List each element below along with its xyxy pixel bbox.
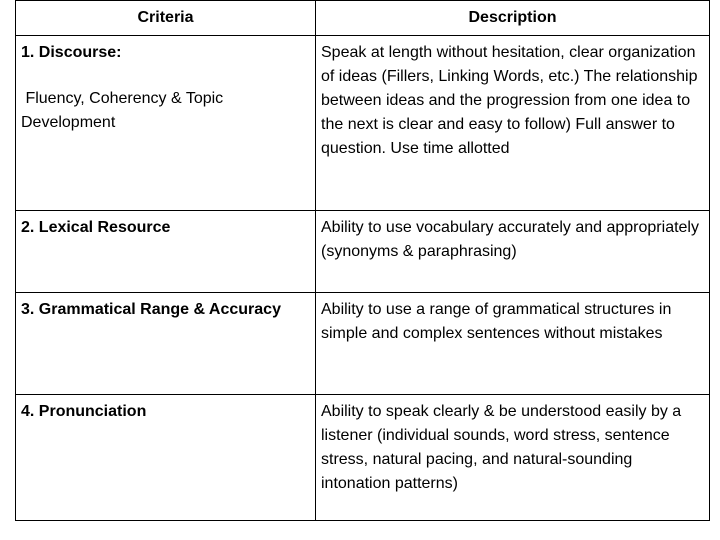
criteria-description: Speak at length without hesitation, clear organization of ideas (Fillers, Linking Words, etc.) The relationship between ideas and the progression from one idea to the next is clear and easy to follow) Full answer to question. Use time allotted (321, 44, 698, 157)
header-criteria: Criteria (16, 1, 316, 36)
criteria-cell (16, 211, 316, 293)
header-description: Description (316, 1, 710, 36)
description-cell (316, 395, 710, 521)
description-cell (316, 293, 710, 395)
criteria-description: Ability to use a range of grammatical structures in simple and complex sentences without mistakes (321, 301, 672, 342)
criteria-title: 2. Lexical Resource (21, 219, 171, 236)
table-row (16, 36, 710, 211)
description-cell (316, 36, 710, 211)
criteria-title: 3. Grammatical Range & Accuracy (21, 301, 281, 318)
table-row (16, 395, 710, 521)
criteria-title: 1. Discourse: (21, 44, 122, 61)
table-row (16, 211, 710, 293)
header-row (16, 1, 710, 36)
criteria-cell (16, 36, 316, 211)
table-row (16, 293, 710, 395)
criteria-table (15, 0, 710, 521)
criteria-description: Ability to speak clearly & be understood easily by a listener (individual sounds, word stress, sentence stress, natural pacing, and natural-sounding intonation patterns) (321, 403, 682, 492)
criteria-description: Ability to use vocabulary accurately and appropriately (synonyms & paraphrasing) (321, 219, 699, 260)
criteria-subtitle: Fluency, Coherency & Topic Development (21, 90, 228, 131)
description-cell (316, 211, 710, 293)
criteria-cell (16, 395, 316, 521)
criteria-cell (16, 293, 316, 395)
criteria-title: 4. Pronunciation (21, 403, 147, 420)
